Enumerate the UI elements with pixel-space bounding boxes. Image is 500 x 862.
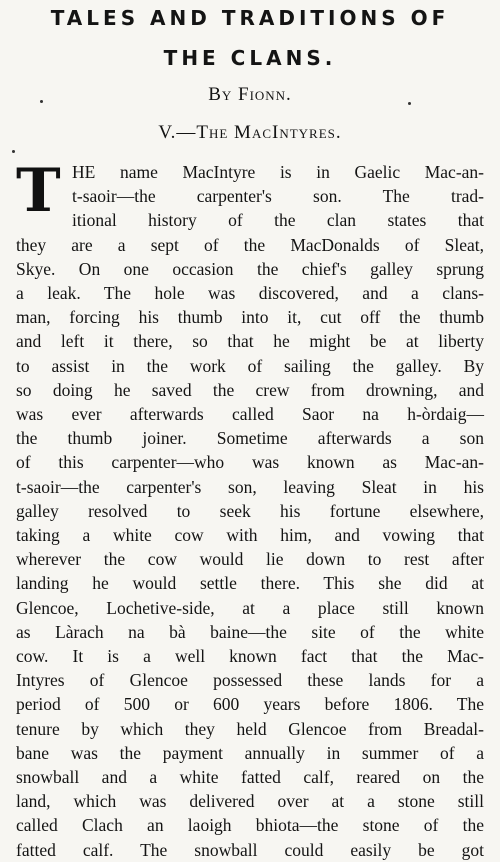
body-line: itional history of the clan states that <box>72 210 484 231</box>
section-heading: V.—The MacIntyres. <box>158 122 342 143</box>
body-line: Skye. On one occasion the chief's galley sprung <box>16 258 484 279</box>
article-title-line-2: THE CLANS. <box>163 46 337 70</box>
body-line: snowball and a white fatted calf, reared on the <box>16 767 484 787</box>
print-speck <box>408 102 411 105</box>
body-line: t-saoir—the carpenter's son, leaving Sleat in his <box>16 476 484 497</box>
body-line: cow. It is a well known fact that the Mac- <box>16 646 484 666</box>
body-line: t-saoir—the carpenter's son. The trad- <box>72 186 484 207</box>
body-line: Intyres of Glencoe possessed these lands for a <box>16 670 484 691</box>
body-line: taking a white cow with him, and vowing that <box>16 525 484 545</box>
body-line: period of 500 or 600 years before 1806. The <box>16 694 484 715</box>
body-line: the thumb joiner. Sometime afterwards a son <box>16 428 484 449</box>
article-title-line-1: TALES AND TRADITIONS OF <box>50 6 450 30</box>
body-line: so doing he saved the crew from drowning, and <box>16 379 484 400</box>
body-line: Glencoe, Lochetive-side, at a place still known <box>16 597 484 618</box>
body-line: of this carpenter—who was known as Mac-an- <box>16 452 484 473</box>
body-line: landing he would settle there. This she did at <box>16 573 484 594</box>
print-speck <box>40 100 43 103</box>
print-speck <box>12 150 15 153</box>
byline: By Fionn. <box>208 84 292 105</box>
body-line: called Clach an laoigh bhiota—the stone of the <box>16 815 484 836</box>
body-line: galley resolved to seek his fortune elsewhere, <box>16 500 484 521</box>
body-line: fatted calf. The snowball could easily be got <box>16 839 484 860</box>
body-line: as Làrach na bà baine—the site of the white <box>16 621 484 642</box>
body-line: and left it there, so that he might be at liberty <box>16 331 484 352</box>
body-line: HE name MacIntyre is in Gaelic Mac-an- <box>72 162 484 182</box>
body-line: land, which was delivered over at a stone still <box>16 791 484 812</box>
body-line: bane was the payment annually in summer of a <box>16 742 484 763</box>
body-line: to assist in the work of sailing the galley. By <box>16 355 484 376</box>
body-line: tenure by which they held Glencoe from Breadal- <box>16 718 484 739</box>
drop-cap-letter: T <box>16 156 61 226</box>
body-line: a leak. The hole was discovered, and a clans- <box>16 283 484 303</box>
body-line: wherever the cow would lie down to rest after <box>16 549 484 570</box>
body-line: was ever afterwards called Saor na h-òrdaig— <box>16 404 484 424</box>
body-line: man, forcing his thumb into it, cut off the thumb <box>16 307 484 328</box>
body-line: they are a sept of the MacDonalds of Sleat, <box>16 234 484 255</box>
